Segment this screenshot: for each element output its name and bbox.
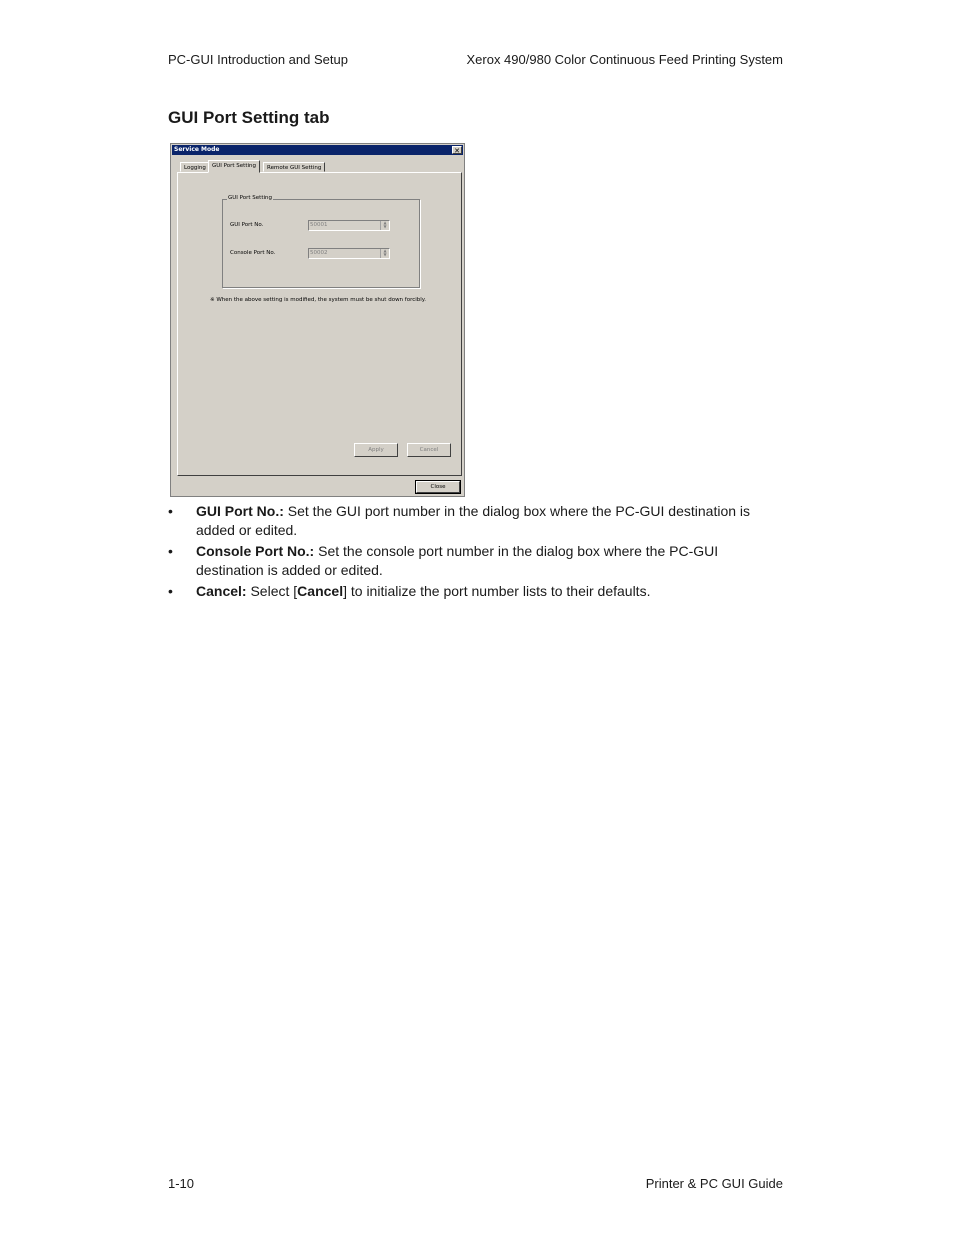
list-text: Set the console port number in the dialog box where the PC-GUI destination is added or edited. — [196, 543, 719, 578]
spin-arrows-icon[interactable]: ▲ ▼ — [380, 221, 389, 230]
gui-port-setting-group — [222, 195, 420, 288]
guide-title: Printer & PC GUI Guide — [645, 1176, 783, 1191]
list-item — [168, 502, 788, 540]
console-port-stepper[interactable] — [308, 248, 390, 259]
list-bold-text: Cancel — [297, 583, 344, 599]
gui-port-stepper[interactable] — [308, 220, 390, 231]
tab-gui-port-setting[interactable]: GUI Port Setting — [208, 160, 260, 173]
section-title: GUI Port Setting tab — [168, 108, 330, 127]
page-header-right: Xerox 490/980 Color Continuous Feed Printing System — [466, 52, 783, 67]
list-item — [168, 582, 788, 601]
shutdown-note: ※ When the above setting is modified, the system must be shut down forcibly. — [210, 297, 427, 303]
list-text: ] to initialize the port number lists to their defaults. — [343, 583, 651, 599]
list-item — [168, 542, 788, 580]
spin-arrows-icon[interactable]: ▲ ▼ — [380, 249, 389, 258]
list-term: GUI Port No.: — [196, 503, 284, 519]
list-term: Cancel: — [196, 583, 247, 599]
dialog-titlebar — [172, 145, 463, 155]
group-legend: GUI Port Setting — [228, 195, 273, 201]
close-icon[interactable]: ✕ — [452, 146, 462, 154]
console-port-value: 50002 — [310, 250, 328, 256]
list-term: Console Port No.: — [196, 543, 315, 559]
gui-port-value: 50001 — [310, 222, 328, 228]
description-list — [168, 502, 788, 603]
console-port-label: Console Port No. — [230, 250, 276, 256]
list-text: Select [ — [246, 583, 298, 599]
tab-panel — [177, 172, 462, 476]
gui-port-label: GUI Port No. — [230, 222, 264, 228]
dialog-title: Service Mode — [174, 146, 220, 153]
tab-logging[interactable]: Logging — [180, 162, 210, 172]
page-number: 1-10 — [168, 1176, 195, 1191]
cancel-button[interactable]: Cancel — [407, 443, 451, 457]
page-header-left: PC-GUI Introduction and Setup — [168, 52, 348, 67]
tab-remote-gui-setting[interactable]: Remote GUI Setting — [263, 162, 325, 172]
close-button[interactable]: Close — [416, 481, 460, 493]
list-text: Set the GUI port number in the dialog box where the PC-GUI destination is added or edited. — [196, 503, 751, 538]
service-mode-dialog — [170, 143, 465, 497]
apply-button[interactable]: Apply — [354, 443, 398, 457]
